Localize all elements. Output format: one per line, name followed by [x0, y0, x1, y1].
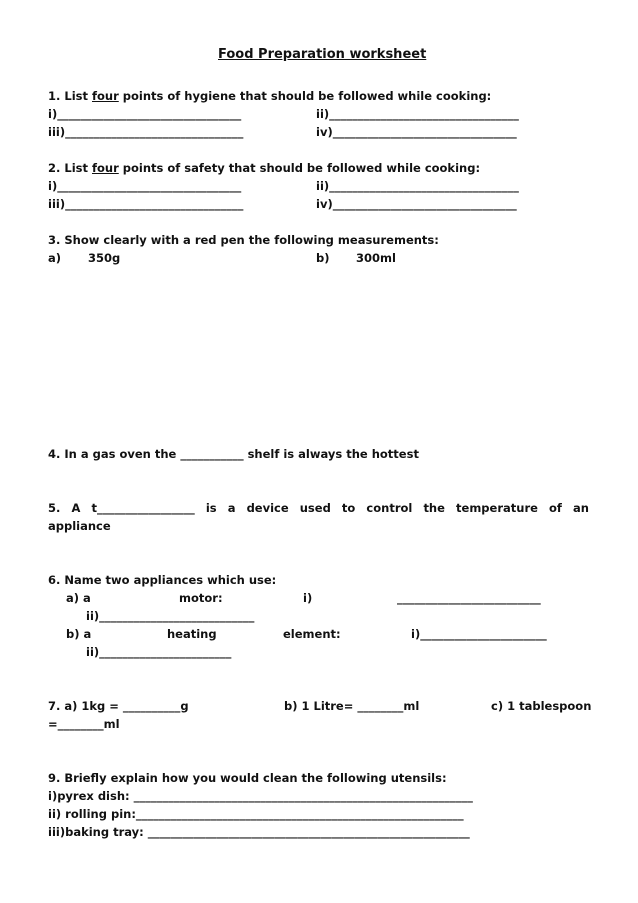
q5-word: used [299, 501, 331, 515]
q6-b-i[interactable]: i)______________________ [411, 627, 547, 641]
q6-a-word: motor: [179, 591, 223, 605]
q3-a-value: 350g [88, 251, 121, 265]
q5-word: control [366, 501, 413, 515]
question-3-prompt: 3. Show clearly with a red pen the following measurements: [48, 233, 439, 247]
q2-answer-iii[interactable]: iii)_______________________________ [48, 197, 244, 211]
q3-a-label: a) [48, 251, 62, 265]
question-5-line-1 [48, 501, 589, 515]
q6-b-word-2: element: [283, 627, 341, 641]
q6-b-word-1: heating [167, 627, 217, 641]
q6-a-i-blank[interactable]: _________________________ [397, 591, 541, 605]
q9-answer-pyrex-dish[interactable]: i)pyrex dish: ___________________________________________________________ [48, 789, 473, 803]
q1-prefix: 1. List [48, 89, 92, 103]
q3-b-value: 300ml [356, 251, 396, 265]
q5-word: device [246, 501, 289, 515]
question-6-prompt: 6. Name two appliances which use: [48, 573, 277, 587]
question-1-prompt [48, 89, 491, 103]
q2-prefix: 2. List [48, 161, 92, 175]
q6-b-label: b) a [66, 627, 92, 641]
q2-answer-ii[interactable]: ii)_________________________________ [316, 179, 519, 193]
q1-answer-iii[interactable]: iii)_______________________________ [48, 125, 244, 139]
q2-answer-i[interactable]: i)________________________________ [48, 179, 242, 193]
q1-suffix: points of hygiene that should be followed while cooking: [118, 89, 492, 103]
page-title: Food Preparation worksheet [218, 47, 427, 62]
q6-b-ii[interactable]: ii)_______________________ [86, 645, 232, 659]
q6-a-ii[interactable]: ii)___________________________ [86, 609, 255, 623]
q5-word: the [423, 501, 445, 515]
q7-line-2[interactable]: =________ml [48, 717, 120, 731]
q5-word: temperature [456, 501, 538, 515]
q3-b-label: b) [316, 251, 330, 265]
question-2-prompt [48, 161, 480, 175]
q7-part-b[interactable]: b) 1 Litre= ________ml [284, 699, 420, 713]
q6-a-i-label: i) [303, 591, 313, 605]
q5-word: of [549, 501, 562, 515]
q9-answer-rolling-pin[interactable]: ii) rolling pin:_________________________________________________________ [48, 807, 464, 821]
q5-word: a [227, 501, 236, 515]
q2-answer-iv[interactable]: iv)________________________________ [316, 197, 517, 211]
q9-answer-baking-tray[interactable]: iii)baking tray: ________________________________________________________ [48, 825, 470, 839]
q7-part-c: c) 1 tablespoon [491, 699, 592, 713]
q5-blank[interactable]: t_________________ [91, 501, 195, 515]
question-5-line-2: appliance [48, 519, 111, 533]
q1-emphasis: four [92, 89, 119, 103]
q2-emphasis: four [92, 161, 119, 175]
q5-word: to [341, 501, 356, 515]
q6-a-label: a) a [66, 591, 91, 605]
q1-answer-i[interactable]: i)________________________________ [48, 107, 242, 121]
question-9-prompt: 9. Briefly explain how you would clean the following utensils: [48, 771, 447, 785]
q5-word: an [573, 501, 589, 515]
q7-part-a[interactable]: 7. a) 1kg = __________g [48, 699, 189, 713]
q5-word: 5. [48, 501, 61, 515]
q1-answer-ii[interactable]: ii)_________________________________ [316, 107, 519, 121]
q2-suffix: points of safety that should be followed while cooking: [118, 161, 481, 175]
question-4-prompt: 4. In a gas oven the ___________ shelf is always the hottest [48, 447, 419, 461]
q5-word: A [71, 501, 81, 515]
q1-answer-iv[interactable]: iv)________________________________ [316, 125, 517, 139]
q5-word: is [205, 501, 217, 515]
